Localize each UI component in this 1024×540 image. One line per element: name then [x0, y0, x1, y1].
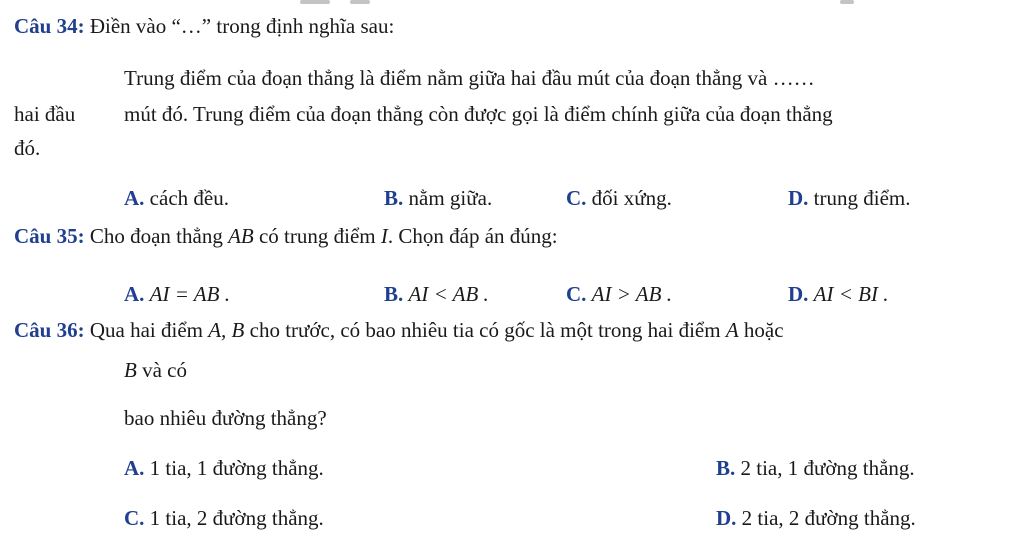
scan-artifact: [840, 0, 854, 4]
definition-line-3: đó.: [14, 136, 41, 160]
q36-option-d[interactable]: D. 2 tia, 2 đường thẳng.: [716, 506, 916, 530]
q34-option-a[interactable]: A. cách đều.: [124, 186, 229, 210]
definition-line-2: mút đó. Trung điểm của đoạn thẳng còn được gọi là điểm chính giữa của đoạn thẳng: [124, 102, 833, 126]
q35-option-d[interactable]: D. AI < BI .: [788, 282, 889, 306]
scan-artifact: [300, 0, 330, 4]
question-number: Câu 34:: [14, 14, 85, 38]
question-36-line-2: B và có: [124, 358, 187, 382]
question-36-line-3: bao nhiêu đường thẳng?: [124, 406, 327, 430]
q36-option-b[interactable]: B. 2 tia, 1 đường thẳng.: [716, 456, 915, 480]
definition-line-2-start: hai đầu: [14, 102, 76, 126]
question-number: Câu 36:: [14, 318, 85, 342]
question-text: Điền vào “…” trong định nghĩa sau:: [89, 14, 395, 38]
question-36-stem: Câu 36: Qua hai điểm A, B cho trước, có bao nhiêu tia có gốc là một trong hai điểm A hoặc: [14, 318, 784, 342]
q34-option-c[interactable]: C. đối xứng.: [566, 186, 672, 210]
q36-option-a[interactable]: A. 1 tia, 1 đường thẳng.: [124, 456, 324, 480]
q34-option-b[interactable]: B. nằm giữa.: [384, 186, 493, 210]
q35-option-c[interactable]: C. AI > AB .: [566, 282, 672, 306]
q35-option-a[interactable]: A. AI = AB .: [124, 282, 230, 306]
q35-option-b[interactable]: B. AI < AB .: [384, 282, 489, 306]
q34-option-d[interactable]: D. trung điểm.: [788, 186, 911, 210]
question-number: Câu 35:: [14, 224, 85, 248]
q36-option-c[interactable]: C. 1 tia, 2 đường thẳng.: [124, 506, 324, 530]
question-35-stem: Câu 35: Cho đoạn thẳng AB có trung điểm I. Chọn đáp án đúng:: [14, 224, 558, 248]
scan-artifact: [350, 0, 370, 4]
definition-line-1: Trung điểm của đoạn thẳng là điểm nằm giữa hai đầu mút của đoạn thẳng và ……: [124, 66, 815, 90]
question-34-stem: [14, 12, 394, 40]
